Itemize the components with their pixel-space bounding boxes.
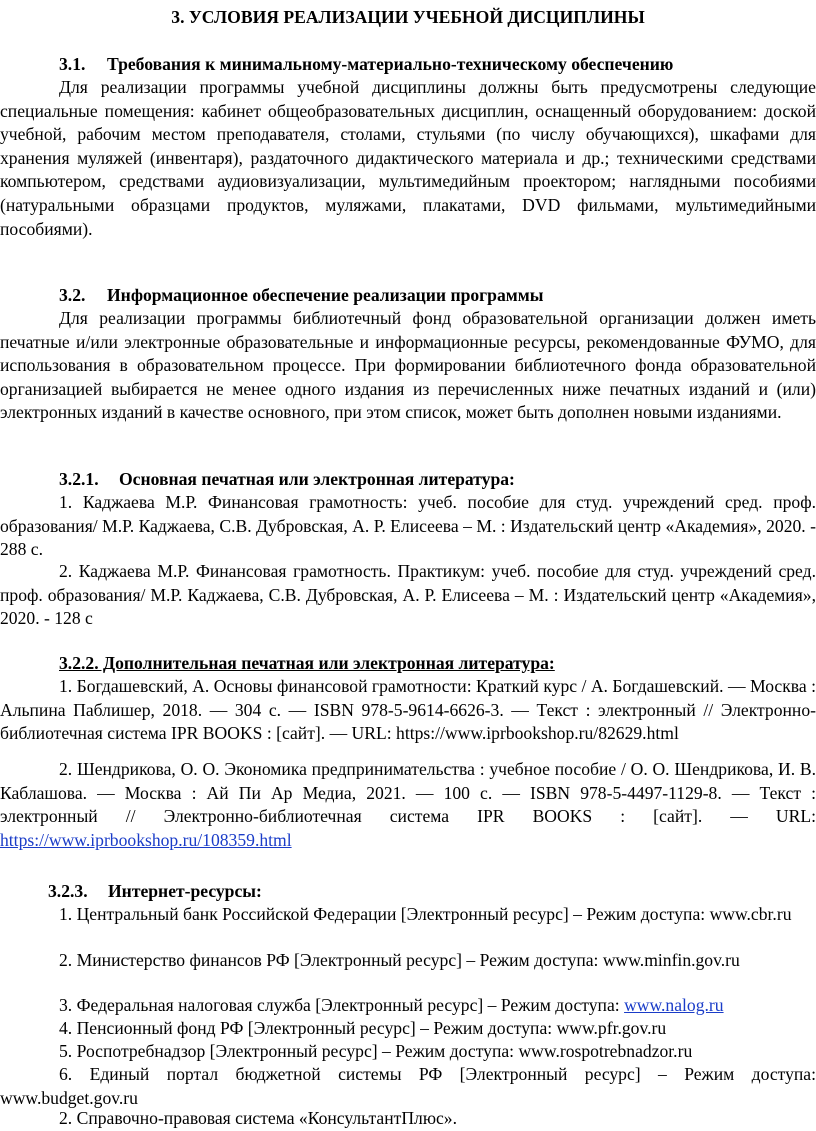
section-3-2-1-title: Основная печатная или электронная литература: xyxy=(119,469,515,489)
section-3-2-3-number: 3.2.3. xyxy=(48,881,88,901)
internet-resource-item: 2. Министерство финансов РФ [Электронный ресурс] – Режим доступа: www.minfin.gov.ru xyxy=(59,950,740,970)
internet-resource-item: 4. Пенсионный фонд РФ [Электронный ресурс] – Режим доступа: www.pfr.gov.ru xyxy=(59,1018,667,1038)
section-3-1-title: Требования к минимальному-материально-техническому обеспечению xyxy=(107,54,674,74)
internet-resource-text: 3. Федеральная налоговая служба [Электронный ресурс] – Режим доступа: xyxy=(59,995,625,1015)
iprbookshop-link[interactable]: https://www.iprbookshop.ru/108359.html xyxy=(0,829,292,850)
nalog-link[interactable]: www.nalog.ru xyxy=(624,995,724,1015)
main-literature-item: 2. Каджаева М.Р. Финансовая грамотность. Практикум: учеб. пособие для студ. учреждений сред. проф. образования/ М.Р. Каджаева, С.В. Дубровская, А. Р. Елисеева – М. : Издательский центр «Академия», 2020. - 128 с xyxy=(0,561,816,629)
section-3-1-number: 3.1. xyxy=(59,54,86,74)
internet-resource-item: 5. Роспотребнадзор [Электронный ресурс] – Режим доступа: www.rospotrebnadzor.ru xyxy=(59,1041,693,1061)
section-3-1-heading xyxy=(59,53,816,77)
additional-literature-text: 2. Шендрикова, О. О. Экономика предпринимательства : учебное пособие / О. О. Шендрикова, И. В. Каблашова. — Москва : Ай Пи Ар Медиа, 2021. — 100 с. — ISBN 978-5-4497-1129-8. — Текст : электронный // Электронно-библиотечная система IPR BOOKS : [сайт]. — URL: xyxy=(0,759,816,827)
section-3-2-1-number: 3.2.1. xyxy=(59,469,99,489)
internet-resource-item xyxy=(0,994,816,1018)
section-3-2-title: Информационное обеспечение реализации программы xyxy=(107,285,544,305)
internet-resource-item: 1. Центральный банк Российской Федерации [Электронный ресурс] – Режим доступа: www.cbr.ru xyxy=(59,904,792,924)
section-3-2-number: 3.2. xyxy=(59,285,86,305)
page-title: 3. УСЛОВИЯ РЕАЛИЗАЦИИ УЧЕБНОЙ ДИСЦИПЛИНЫ xyxy=(171,7,645,27)
section-3-2-3-heading xyxy=(48,880,816,904)
additional-literature-item xyxy=(0,758,816,852)
internet-resource-item: 6. Единый портал бюджетной системы РФ [Электронный ресурс] – Режим доступа: www.budget.gov.ru xyxy=(0,1064,816,1108)
section-3-2-heading xyxy=(59,284,816,308)
additional-literature-item: 1. Богдашевский, А. Основы финансовой грамотности: Краткий курс / А. Богдашевский. — Москва : Альпина Паблишер, 2018. — 304 с. — ISBN 978-5-9614-6626-3. — Текст : электронный // Электронно-библиотечная система IPR BOOKS : [сайт]. — URL: https://www.iprbookshop.ru/82629.html xyxy=(0,676,816,744)
section-3-2-3-title: Интернет-ресурсы: xyxy=(108,881,262,901)
main-literature-item: 1. Каджаева М.Р. Финансовая грамотность: учеб. пособие для студ. учреждений сред. проф. образования/ М.Р. Каджаева, С.В. Дубровская, А. Р. Елисеева – М. : Издательский центр «Академия», 2020. - 288 с. xyxy=(0,492,816,560)
section-3-2-text: Для реализации программы библиотечный фонд образовательной организации должен иметь печатные и/или электронные образовательные и информационные ресурсы, рекомендованные ФУМО, для использования в образовательном процессе. При формировании библиотечного фонда образовательной организацией выбирается не менее одного издания из перечисленных ниже печатных изданий и (или) электронных изданий в качестве основного, при этом список, может быть дополнен новыми изданиями. xyxy=(0,308,816,423)
section-3-2-2-title: 3.2.2. Дополнительная печатная или электронная литература: xyxy=(59,653,555,673)
section-3-2-2-heading xyxy=(59,652,816,676)
section-3-1-text: Для реализации программы учебной дисциплины должны быть предусмотрены следующие специальные помещения: кабинет общеобразовательных дисциплин, оснащенный оборудованием: доской учебной, рабочим местом преподавателя, столами, стульями (по числу обучающихся), шкафами для хранения муляжей (инвентаря), раздаточного дидактического материала и др.; техническими средствами компьютером, средствами аудиовизуализации, мультимедийным проектором; наглядными пособиями (натуральными образцами продуктов, муляжами, плакатами, DVD фильмами, мультимедийными пособиями). xyxy=(0,77,816,239)
section-3-2-1-heading xyxy=(59,468,816,492)
internet-resource-item: 2. Справочно-правовая система «КонсультантПлюс». xyxy=(59,1108,457,1128)
